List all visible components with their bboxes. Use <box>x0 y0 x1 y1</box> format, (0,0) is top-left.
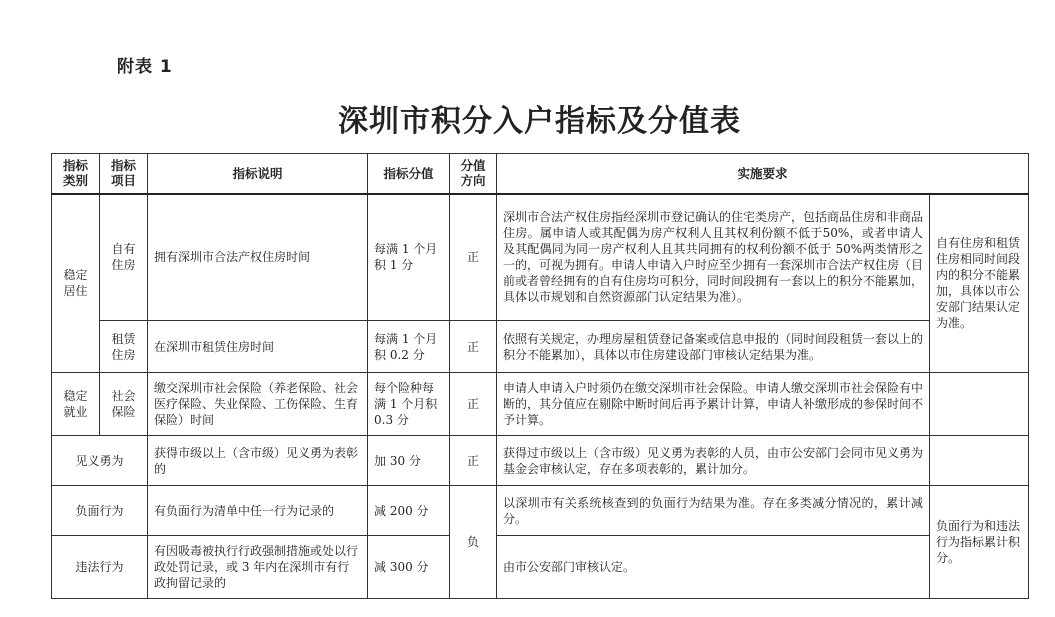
category-illegal: 违法行为 <box>52 536 148 599</box>
header-requirements: 实施要求 <box>497 154 1029 194</box>
description-negative: 有负面行为清单中任一行为记录的 <box>148 486 368 536</box>
score-table <box>51 153 1029 599</box>
header-row <box>52 154 1029 194</box>
category-stable-employment: 稳定 就业 <box>52 373 100 436</box>
category-negative: 负面行为 <box>52 486 148 536</box>
direction-social-insurance: 正 <box>450 373 497 436</box>
table-row <box>52 436 1029 486</box>
direction-own-house: 正 <box>450 194 497 321</box>
requirement-illegal: 由市公安部门审核认定。 <box>497 536 930 599</box>
direction-negative: 负 <box>450 486 497 599</box>
score-rent-house: 每满 1 个月 积 0.2 分 <box>368 321 450 373</box>
header-score: 指标分值 <box>368 154 450 194</box>
category-stable-housing: 稳定 居住 <box>52 194 100 373</box>
description-rent-house: 在深圳市租赁住房时间 <box>148 321 368 373</box>
item-social-insurance: 社会 保险 <box>100 373 148 436</box>
table-row <box>52 486 1029 536</box>
header-direction: 分值 方向 <box>450 154 497 194</box>
direction-rent-house: 正 <box>450 321 497 373</box>
score-social-insurance: 每个险种每满 1 个月积 0.3 分 <box>368 373 450 436</box>
requirement-bravery: 获得过市级以上（含市级）见义勇为表彰的人员，由市公安部门会同市见义勇为基金会审核认定，存在多项表彰的，累计加分。 <box>497 436 930 486</box>
requirement-social-insurance: 申请人申请入户时须仍在缴交深圳市社会保险。申请人缴交深圳市社会保险有中断的，其分值应在剔除中断时间后再予累计计算，申请人补缴形成的参保时间不予计算。 <box>497 373 930 436</box>
score-bravery: 加 30 分 <box>368 436 450 486</box>
score-illegal: 减 300 分 <box>368 536 450 599</box>
item-own-house: 自有 住房 <box>100 194 148 321</box>
table-row <box>52 194 1029 321</box>
table-row <box>52 321 1029 373</box>
description-social-insurance: 缴交深圳市社会保险（养老保险、社会医疗保险、失业保险、工伤保险、生育保险）时间 <box>148 373 368 436</box>
requirement-rent-house: 依照有关规定，办理房屋租赁登记备案或信息申报的（同时间段租赁一套以上的积分不能累加），具体以市住房建设部门审核认定结果为准。 <box>497 321 930 373</box>
header-description: 指标说明 <box>148 154 368 194</box>
header-category: 指标 类别 <box>52 154 100 194</box>
table-row <box>52 536 1029 599</box>
direction-bravery: 正 <box>450 436 497 486</box>
requirement-own-house: 深圳市合法产权住房指经深圳市登记确认的住宅类房产，包括商品住房和非商品住房。属申请人或其配偶为房产权利人且其权利份额不低于50%，或者申请人及其配偶同为同一房产权利人且其共同拥有的权利份额不低于 50%两类情形之一的，可视为拥有。申请人申请入户时应至少拥有一套深圳市合法产权住房（目前或者曾经拥有的自有住房均可积分，同时间段拥有一套以上的积分不能累加，具体以市规划和自然资源部门认定结果为准）。 <box>497 194 930 321</box>
note-housing: 自有住房和租赁住房相同时间段内的积分不能累加，具体以市公安部门结果认定为准。 <box>930 194 1029 373</box>
requirement-negative: 以深圳市有关系统核查到的负面行为结果为准。存在多类减分情况的，累计减分。 <box>497 486 930 536</box>
score-negative: 减 200 分 <box>368 486 450 536</box>
score-own-house: 每满 1 个月 积 1 分 <box>368 194 450 321</box>
category-bravery: 见义勇为 <box>52 436 148 486</box>
description-illegal: 有因吸毒被执行行政强制措施或处以行政处罚记录，或 3 年内在深圳市有行政拘留记录的 <box>148 536 368 599</box>
note-empty <box>930 436 1029 486</box>
note-negative: 负面行为和违法行为指标累计积分。 <box>930 486 1029 599</box>
item-rent-house: 租赁 住房 <box>100 321 148 373</box>
attachment-label: 附表 1 <box>117 57 173 77</box>
table-row <box>52 373 1029 436</box>
description-bravery: 获得市级以上（含市级）见义勇为表彰的 <box>148 436 368 486</box>
header-item: 指标 项目 <box>100 154 148 194</box>
page-title: 深圳市积分入户指标及分值表 <box>338 104 741 139</box>
description-own-house: 拥有深圳市合法产权住房时间 <box>148 194 368 321</box>
note-empty <box>930 373 1029 436</box>
